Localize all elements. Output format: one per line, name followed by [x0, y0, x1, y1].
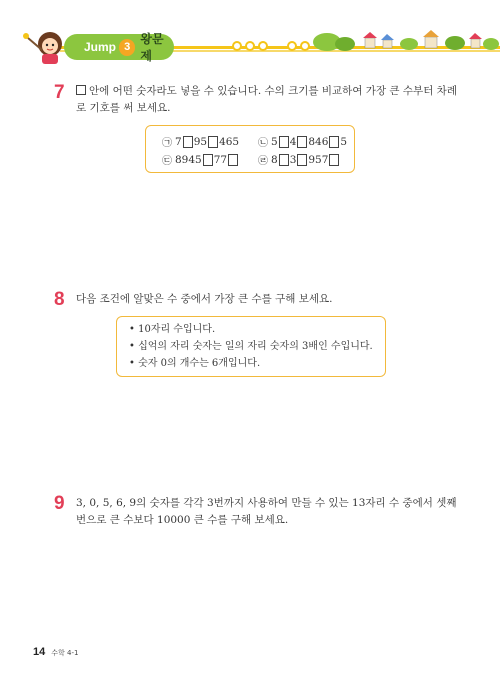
- village-scene-illustration: [305, 28, 500, 52]
- option-c-part1: 8945: [175, 153, 202, 166]
- problem-9-number: 9: [54, 493, 65, 514]
- page-header: [0, 28, 500, 68]
- decorative-dot: [245, 41, 255, 51]
- decorative-dot: [287, 41, 297, 51]
- option-b-mark: ㉡: [258, 138, 268, 149]
- option-b-part4: 5: [340, 135, 348, 148]
- problem-8-text: 다음 조건에 알맞은 수 중에서 가장 큰 수를 구해 보세요.: [76, 293, 333, 305]
- option-c-part2: 77: [213, 153, 228, 166]
- option-a-mark: ㉠: [162, 138, 172, 149]
- problem-9-line2: 번으로 큰 수보다 10000 큰 수를 구해 보세요.: [76, 514, 289, 526]
- section-title: 왕문제: [140, 32, 164, 63]
- option-d-part2: 3: [289, 153, 297, 166]
- decorative-dot: [258, 41, 268, 51]
- blank-box: [297, 154, 307, 166]
- blank-box: [279, 136, 289, 148]
- blank-box: [329, 154, 339, 166]
- option-d: [258, 152, 340, 167]
- option-d-part3: 957: [308, 153, 329, 166]
- page-number: 14: [33, 646, 46, 658]
- option-d-part1: 8: [271, 153, 278, 166]
- blank-box: [208, 136, 218, 148]
- blank-box: [297, 136, 307, 148]
- jump-level-badge: [64, 32, 174, 63]
- blank-box: [183, 136, 193, 148]
- condition-2: • 십억의 자리 숫자는 일의 자리 숫자의 3배인 수입니다.: [129, 341, 373, 352]
- problem-7-number: 7: [54, 82, 65, 103]
- problem-8-conditions-card: [116, 316, 386, 377]
- problem-9-text: [76, 495, 486, 529]
- blank-box: [279, 154, 289, 166]
- option-a-part1: 7: [175, 135, 182, 148]
- option-a: [162, 134, 239, 149]
- condition-1: • 10자리 수입니다.: [129, 324, 216, 335]
- book-title: 수학 4-1: [51, 649, 79, 657]
- decorative-dot: [232, 41, 242, 51]
- jump-level-number: 3: [119, 39, 135, 56]
- option-b-part3: 846: [308, 135, 329, 148]
- condition-3: • 숫자 0의 개수는 6개입니다.: [129, 358, 261, 369]
- option-a-part2: 95: [193, 135, 208, 148]
- option-b-part2: 4: [289, 135, 297, 148]
- problem-7-line2: 로 기호를 써 보세요.: [76, 102, 171, 114]
- blank-box: [203, 154, 213, 166]
- page-footer: [33, 646, 78, 658]
- problem-9-line1: 3, 0, 5, 6, 9의 숫자를 각각 3번까지 사용하여 만들 수 있는 13자리 수 중에서 셋째: [76, 497, 457, 509]
- problem-8-number: 8: [54, 289, 65, 310]
- problem-7-options-card: [145, 125, 355, 173]
- blank-box-symbol: [76, 85, 86, 95]
- blank-box: [228, 154, 238, 166]
- option-c: [162, 152, 239, 167]
- jump-label: Jump: [84, 40, 117, 54]
- problem-7-text: [76, 83, 476, 117]
- decorative-dots-left: [232, 41, 268, 51]
- problem-7-line1: 안에 어떤 숫자라도 넣을 수 있습니다. 수의 크기를 비교하여 가장 큰 수부터 차례: [89, 85, 457, 97]
- option-c-mark: ㉢: [162, 156, 172, 167]
- option-b-part1: 5: [271, 135, 278, 148]
- option-b: [258, 134, 347, 149]
- option-d-mark: ㉣: [258, 156, 268, 167]
- option-a-part3: 465: [219, 135, 240, 148]
- blank-box: [329, 136, 339, 148]
